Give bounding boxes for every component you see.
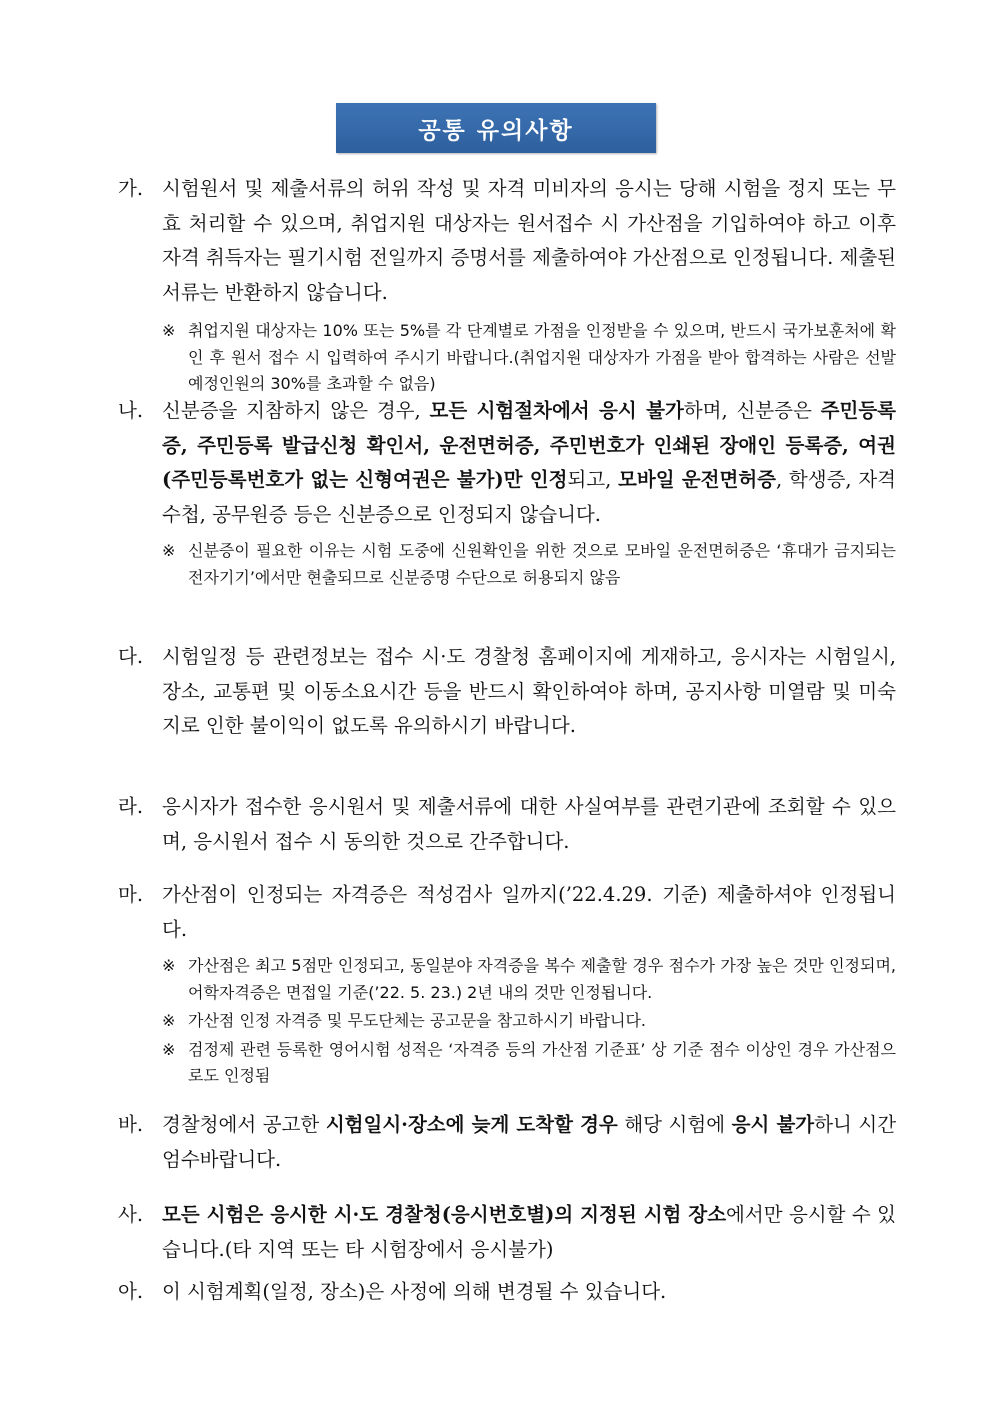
item-marker: 바. — [118, 1113, 144, 1136]
notice-item-a — [118, 1275, 896, 1310]
notice-item-ga — [118, 172, 896, 398]
item-marker: 라. — [118, 795, 144, 818]
emphasis-text: 주민등록증, 주민등록 발급신청 확인서, 운전면허증, 주민번호가 인쇄된 장애인 등록증, 여권(주민등록번호가 없는 신형여권은 불가)만 인정 — [162, 399, 896, 491]
text-run: 하며, 신분증은 — [683, 399, 821, 422]
item-text — [118, 394, 896, 532]
note-symbol: ※ — [162, 1039, 176, 1059]
notice-item-ma — [118, 878, 896, 1090]
note-text: 신분증이 필요한 이유는 시험 도중에 신원확인을 위한 것으로 모바일 운전면허증은 ‘휴대가 금지되는 전자기기’에서만 현출되므로 신분증명 수단으로 허용되지 않음 — [188, 541, 896, 587]
text-run: 하니 시간 엄수바랍니다. — [162, 1113, 897, 1171]
item-marker: 나. — [118, 399, 144, 422]
note — [118, 953, 896, 1006]
item-text: 시험일정 등 관련정보는 접수 시·도 경찰청 홈페이지에 게재하고, 응시자는 시험일시, 장소, 교통편 및 이동소요시간 등을 반드시 확인하여야 하며, 공지사항 미열람 및 미숙지로 인한 불이익이 없도록 유의하시기 바랍니다. — [162, 645, 896, 737]
item-marker: 사. — [118, 1203, 144, 1226]
item-marker: 가. — [118, 177, 144, 200]
item-text: 이 시험계획(일정, 장소)은 사정에 의해 변경될 수 있습니다. — [162, 1280, 667, 1303]
notice-item-sa — [118, 1198, 896, 1267]
item-text: 가산점이 인정되는 자격증은 적성검사 일까지(’22.4.29. 기준) 제출하셔야 인정됩니다. — [162, 883, 896, 941]
emphasis-text: 응시 불가 — [731, 1113, 815, 1136]
note-symbol: ※ — [162, 1011, 176, 1030]
note-text: 가산점 인정 자격증 및 무도단체는 공고문을 참고하시기 바랍니다. — [188, 1011, 647, 1030]
notice-item-da — [118, 640, 896, 744]
text-run: 신분증을 지참하지 않은 경우, — [162, 399, 430, 422]
note-symbol: ※ — [162, 541, 176, 560]
note-text: 검정제 관련 등록한 영어시험 성적은 ‘자격증 등의 가산점 기준표’ 상 기준 점수 이상인 경우 가산점으로도 인정됨 — [188, 1039, 896, 1085]
note-symbol: ※ — [162, 321, 176, 340]
note — [118, 1037, 896, 1090]
note-text: 가산점은 최고 5점만 인정되고, 동일분야 자격증을 복수 제출할 경우 점수가 가장 높은 것만 인정되며, 어학자격증은 면접일 기준(’22. 5. 23.) 2년 내의 것만 인정됩니다. — [188, 956, 896, 1002]
item-marker: 다. — [118, 645, 144, 668]
notice-item-na — [118, 394, 896, 591]
note — [118, 1008, 896, 1035]
text-run: , 학생증, 자격수첩, 공무원증 등은 신분증으로 인정되지 않습니다. — [162, 468, 896, 526]
emphasis-text: 모든 시험은 응시한 시·도 경찰청(응시번호별)의 지정된 시험 장소 — [162, 1203, 727, 1226]
section-title: 공통 유의사항 — [336, 103, 656, 153]
notice-item-ra — [118, 790, 896, 859]
text-run: 에서만 응시할 수 있습니다.(타 지역 또는 타 시험장에서 응시불가) — [162, 1203, 896, 1261]
item-marker: 아. — [118, 1280, 144, 1303]
text-run: 되고, — [567, 468, 619, 491]
emphasis-text: 모든 시험절차에서 응시 불가 — [429, 399, 684, 422]
item-text — [118, 1108, 896, 1177]
note-symbol: ※ — [162, 956, 176, 975]
text-run: 경찰청에서 공고한 — [162, 1113, 326, 1136]
item-marker: 마. — [118, 883, 144, 906]
item-text — [118, 1198, 896, 1267]
note-text: 취업지원 대상자는 10% 또는 5%를 각 단계별로 가점을 인정받을 수 있으며, 반드시 국가보훈처에 확인 후 원서 접수 시 입력하여 주시기 바랍니다.(취업지원 대상자가 가점을 받아 합격하는 사람은 선발예정인원의 30%를 초과할 수 없음) — [188, 321, 896, 393]
text-run: 해당 시험에 — [617, 1113, 732, 1136]
item-text: 응시자가 접수한 응시원서 및 제출서류에 대한 사실여부를 관련기관에 조회할 수 있으며, 응시원서 접수 시 동의한 것으로 간주합니다. — [162, 795, 896, 853]
emphasis-text: 시험일시·장소에 늦게 도착할 경우 — [325, 1113, 618, 1136]
emphasis-text: 모바일 운전면허증 — [618, 468, 777, 491]
note — [118, 538, 896, 591]
notice-item-ba — [118, 1108, 896, 1177]
note — [118, 318, 896, 398]
item-text: 시험원서 및 제출서류의 허위 작성 및 자격 미비자의 응시는 당해 시험을 정지 또는 무효 처리할 수 있으며, 취업지원 대상자는 원서접수 시 가산점을 기입하여야 하고 이후 자격 취득자는 필기시험 전일까지 증명서를 제출하여야 가산점으로 인정됩니다. 제출된 서류는 반환하지 않습니다. — [162, 177, 896, 304]
